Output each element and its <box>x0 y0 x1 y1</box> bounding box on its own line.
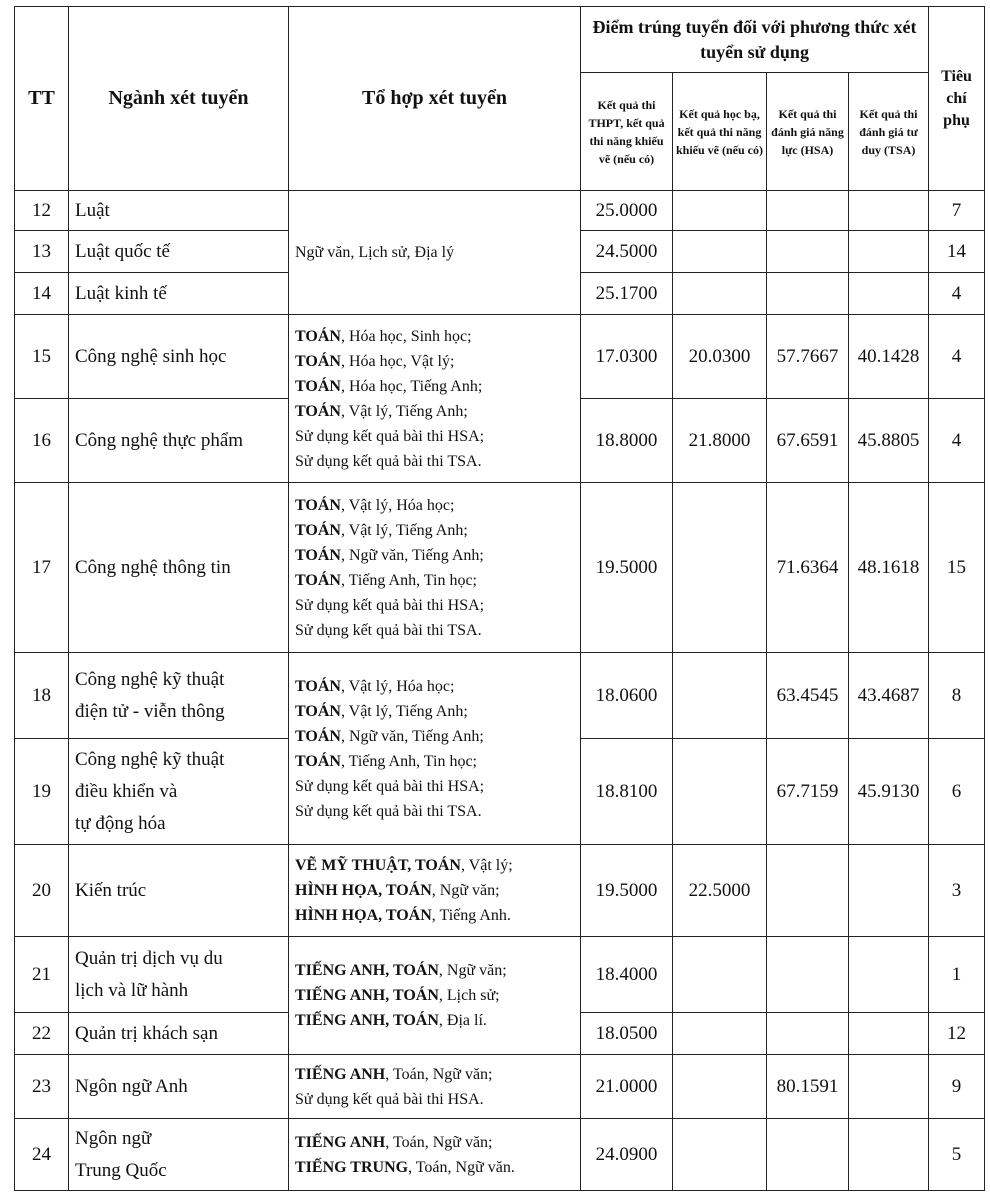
table-row <box>15 1055 985 1119</box>
row-tsa <box>849 1013 929 1055</box>
row-combo-cn: TIẾNG ANH, Toán, Ngữ văn; TIẾNG TRUNG, Toán, Ngữ văn. <box>289 1119 581 1191</box>
row-tt: 13 <box>15 231 69 273</box>
row-tt: 20 <box>15 845 69 937</box>
row-thpt: 18.8100 <box>581 739 673 845</box>
row-tsa <box>849 1055 929 1119</box>
row-combo-it: TOÁN, Vật lý, Hóa học; TOÁN, Vật lý, Tiếng Anh; TOÁN, Ngữ văn, Tiếng Anh; TOÁN, Tiếng Anh, Tin học; Sử dụng kết quả bài thi HSA; Sử dụng kết quả bài thi TSA. <box>289 483 581 653</box>
row-side: 15 <box>929 483 985 653</box>
table-row <box>15 483 985 653</box>
row-tt: 15 <box>15 315 69 399</box>
row-major: Công nghệ kỹ thuật điều khiển và tự động hóa <box>69 739 289 845</box>
row-hocba <box>673 1013 767 1055</box>
row-thpt: 21.0000 <box>581 1055 673 1119</box>
row-hsa <box>767 1119 849 1191</box>
row-side: 1 <box>929 937 985 1013</box>
row-hsa: 57.7667 <box>767 315 849 399</box>
row-major: Ngôn ngữ Trung Quốc <box>69 1119 289 1191</box>
header-tt: TT <box>15 7 69 191</box>
row-combo-bio: TOÁN, Hóa học, Sinh học; TOÁN, Hóa học, Vật lý; TOÁN, Hóa học, Tiếng Anh; TOÁN, Vật lý, Tiếng Anh; Sử dụng kết quả bài thi HSA; Sử dụng kết quả bài thi TSA. <box>289 315 581 483</box>
row-tt: 17 <box>15 483 69 653</box>
row-tsa: 40.1428 <box>849 315 929 399</box>
table-row <box>15 845 985 937</box>
row-major: Công nghệ thực phẩm <box>69 399 289 483</box>
row-side: 5 <box>929 1119 985 1191</box>
row-tt: 19 <box>15 739 69 845</box>
row-tt: 18 <box>15 653 69 739</box>
row-major: Luật kinh tế <box>69 273 289 315</box>
row-tsa <box>849 937 929 1013</box>
row-hsa <box>767 191 849 231</box>
row-side: 7 <box>929 191 985 231</box>
row-major: Luật <box>69 191 289 231</box>
row-tsa: 45.9130 <box>849 739 929 845</box>
row-hocba <box>673 273 767 315</box>
row-tt: 16 <box>15 399 69 483</box>
row-tsa: 45.8805 <box>849 399 929 483</box>
row-major: Ngôn ngữ Anh <box>69 1055 289 1119</box>
row-side: 9 <box>929 1055 985 1119</box>
row-combo-arch: VẼ MỸ THUẬT, TOÁN, Vật lý; HÌNH HỌA, TOÁN, Ngữ văn; HÌNH HỌA, TOÁN, Tiếng Anh. <box>289 845 581 937</box>
row-hsa <box>767 231 849 273</box>
row-side: 6 <box>929 739 985 845</box>
row-side: 8 <box>929 653 985 739</box>
row-side: 4 <box>929 273 985 315</box>
header-hocba: Kết quả học bạ, kết quả thi năng khiếu vẽ (nếu có) <box>673 73 767 191</box>
row-hsa <box>767 273 849 315</box>
row-combo-en: TIẾNG ANH, Toán, Ngữ văn; Sử dụng kết quả bài thi HSA. <box>289 1055 581 1119</box>
row-side: 3 <box>929 845 985 937</box>
row-hocba <box>673 191 767 231</box>
row-major: Luật quốc tế <box>69 231 289 273</box>
header-combo: Tổ hợp xét tuyển <box>289 7 581 191</box>
row-side: 4 <box>929 315 985 399</box>
table-row <box>15 315 985 399</box>
row-major: Quản trị dịch vụ du lịch và lữ hành <box>69 937 289 1013</box>
row-hsa: 71.6364 <box>767 483 849 653</box>
row-tt: 23 <box>15 1055 69 1119</box>
row-tsa <box>849 1119 929 1191</box>
row-major: Công nghệ kỹ thuật điện tử - viễn thông <box>69 653 289 739</box>
row-hsa <box>767 845 849 937</box>
header-tsa: Kết quả thi đánh giá tư duy (TSA) <box>849 73 929 191</box>
row-major: Công nghệ thông tin <box>69 483 289 653</box>
row-hocba: 20.0300 <box>673 315 767 399</box>
row-thpt: 25.0000 <box>581 191 673 231</box>
row-tsa <box>849 273 929 315</box>
row-tsa <box>849 845 929 937</box>
row-combo-eng: TOÁN, Vật lý, Hóa học; TOÁN, Vật lý, Tiếng Anh; TOÁN, Ngữ văn, Tiếng Anh; TOÁN, Tiếng Anh, Tin học; Sử dụng kết quả bài thi HSA; Sử dụng kết quả bài thi TSA. <box>289 653 581 845</box>
row-thpt: 19.5000 <box>581 483 673 653</box>
row-tt: 21 <box>15 937 69 1013</box>
row-thpt: 18.0600 <box>581 653 673 739</box>
row-tsa: 48.1618 <box>849 483 929 653</box>
row-tsa <box>849 191 929 231</box>
row-thpt: 18.0500 <box>581 1013 673 1055</box>
row-hsa: 67.6591 <box>767 399 849 483</box>
row-tt: 24 <box>15 1119 69 1191</box>
row-hocba <box>673 483 767 653</box>
row-thpt: 17.0300 <box>581 315 673 399</box>
row-thpt: 18.4000 <box>581 937 673 1013</box>
row-hocba <box>673 1055 767 1119</box>
row-side: 12 <box>929 1013 985 1055</box>
row-tsa: 43.4687 <box>849 653 929 739</box>
header-thpt: Kết quả thi THPT, kết quả thi năng khiếu vẽ (nếu có) <box>581 73 673 191</box>
row-thpt: 19.5000 <box>581 845 673 937</box>
row-side: 14 <box>929 231 985 273</box>
row-thpt: 18.8000 <box>581 399 673 483</box>
row-thpt: 25.1700 <box>581 273 673 315</box>
row-hsa <box>767 937 849 1013</box>
row-hocba <box>673 937 767 1013</box>
row-thpt: 24.0900 <box>581 1119 673 1191</box>
header-major: Ngành xét tuyển <box>69 7 289 191</box>
row-hsa: 67.7159 <box>767 739 849 845</box>
row-hocba <box>673 653 767 739</box>
row-major: Quản trị khách sạn <box>69 1013 289 1055</box>
table-row <box>15 191 985 231</box>
table-row <box>15 937 985 1013</box>
row-hsa <box>767 1013 849 1055</box>
row-major: Công nghệ sinh học <box>69 315 289 399</box>
row-hocba: 22.5000 <box>673 845 767 937</box>
row-hocba <box>673 1119 767 1191</box>
row-combo-law: Ngữ văn, Lịch sử, Địa lý <box>289 191 581 315</box>
row-combo-tour: TIẾNG ANH, TOÁN, Ngữ văn; TIẾNG ANH, TOÁN, Lịch sử; TIẾNG ANH, TOÁN, Địa lí. <box>289 937 581 1055</box>
row-tt: 22 <box>15 1013 69 1055</box>
row-side: 4 <box>929 399 985 483</box>
header-hsa: Kết quả thi đánh giá năng lực (HSA) <box>767 73 849 191</box>
row-hsa: 63.4545 <box>767 653 849 739</box>
row-tt: 14 <box>15 273 69 315</box>
row-major: Kiến trúc <box>69 845 289 937</box>
row-hocba: 21.8000 <box>673 399 767 483</box>
row-hocba <box>673 231 767 273</box>
admission-scores-table <box>14 6 985 1191</box>
header-score-group: Điểm trúng tuyển đối với phương thức xét tuyển sử dụng <box>581 7 929 73</box>
row-hocba <box>673 739 767 845</box>
row-tt: 12 <box>15 191 69 231</box>
row-hsa: 80.1591 <box>767 1055 849 1119</box>
table-row <box>15 1119 985 1191</box>
header-side-criteria: Tiêu chí phụ <box>929 7 985 191</box>
row-thpt: 24.5000 <box>581 231 673 273</box>
table-row <box>15 653 985 739</box>
row-tsa <box>849 231 929 273</box>
